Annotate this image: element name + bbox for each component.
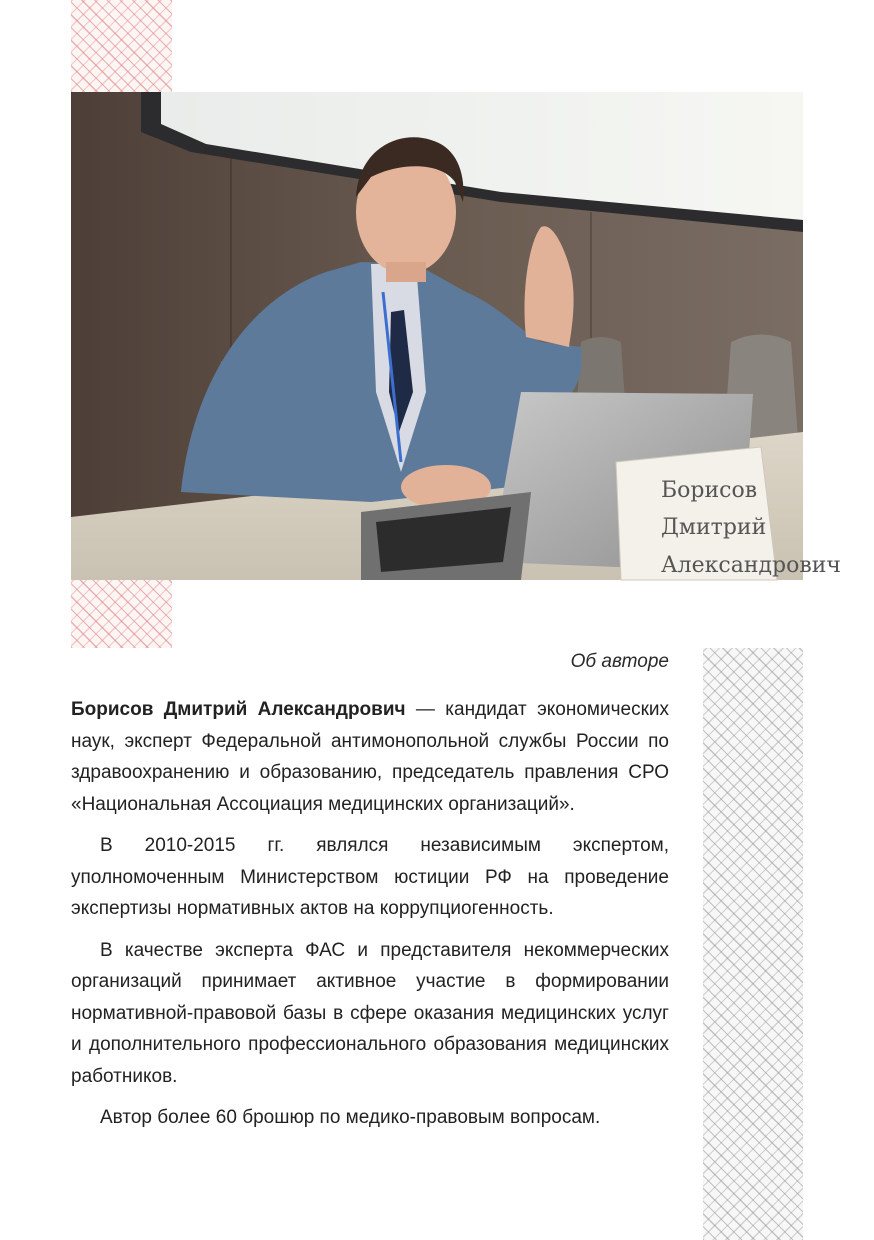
bio-paragraph-1-text: — кандидат экономических наук, эксперт Федеральной антимонопольной службы России по здравоохранению и образованию, председатель правления СРО «Национальная Ассоциация медицинских организаций». — [71, 699, 670, 815]
nameplate-line3: Александрович — [661, 553, 841, 578]
bio-paragraph-4: Автор более 60 брошюр по медико-правовым вопросам. — [100, 1107, 601, 1128]
author-name: Борисов Дмитрий Александрович — [71, 699, 406, 720]
bio-paragraph-3: В качестве эксперта ФАС и представителя некоммерческих организаций принимает активное участие в формировании нормативной-правовой базы в сфере оказания медицинских услуг и дополнительного профессионального образования медицинских работников. — [71, 939, 669, 1087]
author-bio — [71, 694, 669, 1144]
decorative-pattern-right — [703, 648, 803, 1240]
section-caption: Об авторе — [570, 651, 669, 672]
bio-paragraph-1 — [71, 694, 669, 820]
decorative-pattern-bottom — [71, 580, 172, 648]
author-photo — [71, 92, 841, 580]
nameplate-line2: Дмитрий — [661, 515, 767, 540]
bio-paragraph-2: В 2010-2015 гг. являлся независимым экспертом, уполномоченным Министерством юстиции РФ на проведение экспертизы нормативных актов на коррупциогенность. — [71, 835, 669, 919]
decorative-pattern-top — [71, 0, 172, 92]
nameplate-line1: Борисов — [661, 478, 758, 503]
